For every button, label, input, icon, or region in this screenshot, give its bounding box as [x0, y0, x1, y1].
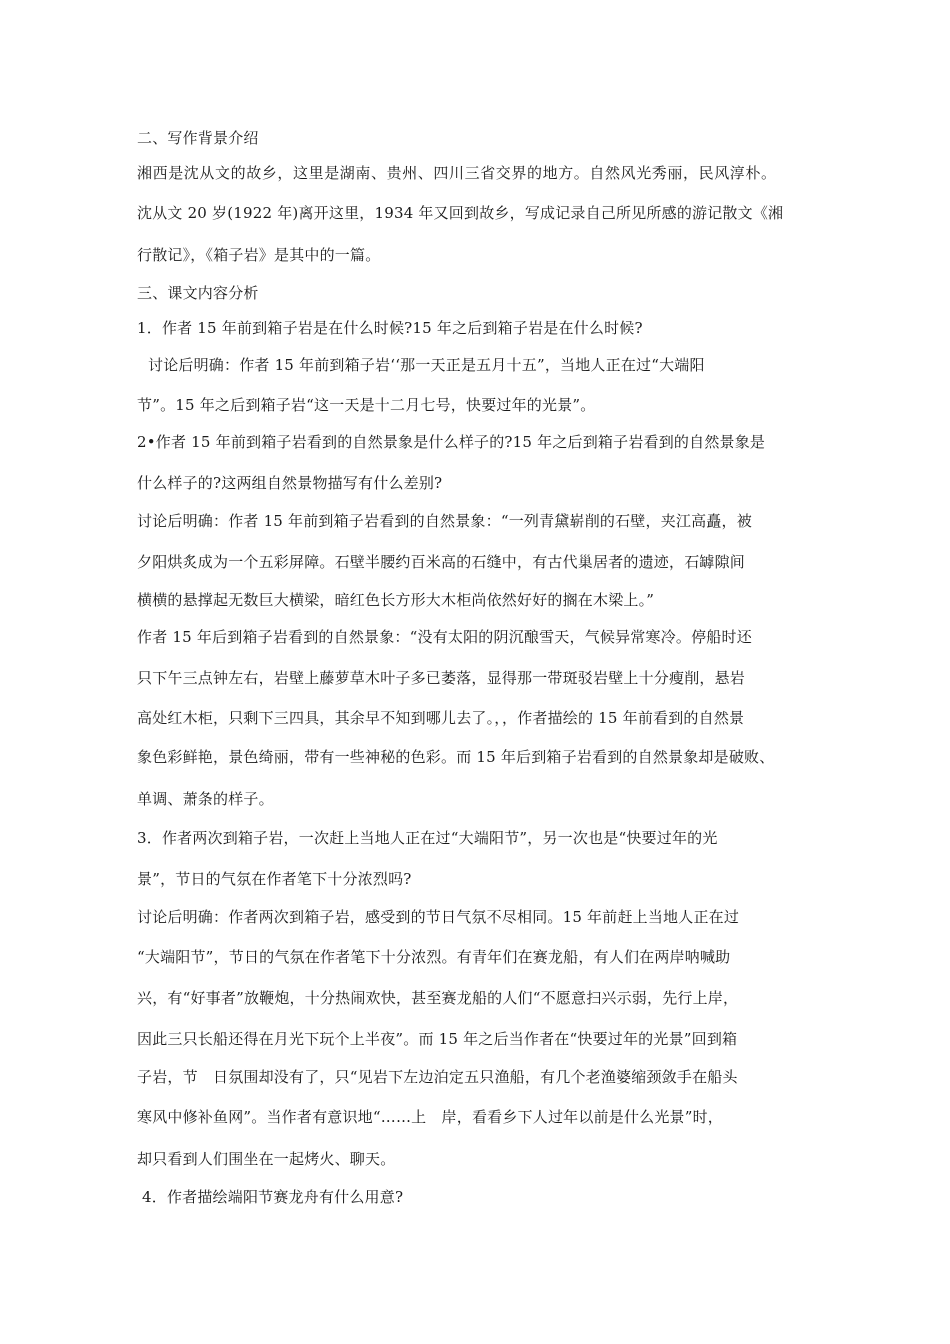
answer-line: 子岩，节 日氛围却没有了，只“见岩下左边泊定五只渔船，有几个老渔婆缩颈敛手在船头 — [137, 1068, 738, 1086]
answer-line: 只下午三点钟左右，岩壁上藤萝草木叶子多已萎落，显得那一带斑驳岩壁上十分瘦削，悬岩 — [137, 669, 746, 687]
answer-line: 横横的悬撑起无数巨大横梁，暗红色长方形大木柜尚依然好好的搁在木梁上。” — [137, 591, 655, 609]
answer-line: 夕阳烘炙成为一个五彩屏障。石壁半腰约百米高的石缝中，有古代巢居者的遗迹，石罅隙间 — [137, 553, 746, 571]
answer-line: 象色彩鲜艳，景色绮丽，带有一些神秘的色彩。而 15 年后到箱子岩看到的自然景象却是破败、 — [137, 748, 775, 766]
answer-line: 讨论后明确：作者 15 年前到箱子岩‘‘那一天正是五月十五”，当地人正在过“大端阳 — [148, 356, 705, 374]
answer-line: 节”。15 年之后到箱子岩“这一天是十二月七号，快要过年的光景”。 — [137, 396, 596, 414]
answer-line: 却只看到人们围坐在一起烤火、聊天。 — [137, 1150, 396, 1168]
paragraph-line: 行散记》，《箱子岩》是其中的一篇。 — [137, 246, 381, 264]
question-3: 3．作者两次到箱子岩，一次赶上当地人正在过“大端阳节”，另一次也是“快要过年的光 — [137, 829, 718, 847]
paragraph-line: 湘西是沈从文的故乡，这里是湖南、贵州、四川三省交界的地方。自然风光秀丽，民风淳朴。 — [137, 164, 777, 182]
question-3-cont: 景”，节日的气氛在作者笔下十分浓烈吗? — [137, 870, 412, 888]
question-2-cont: 什么样子的?这两组自然景物描写有什么差别? — [137, 474, 443, 492]
answer-line: “大端阳节”，节日的气氛在作者笔下十分浓烈。有青年们在赛龙船，有人们在两岸呐喊助 — [137, 948, 731, 966]
answer-line: 兴，有“好事者”放鞭炮，十分热闹欢快，甚至赛龙船的人们“不愿意扫兴示弱，先行上岸， — [137, 989, 739, 1007]
question-4: 4．作者描绘端阳节赛龙舟有什么用意? — [142, 1188, 404, 1206]
answer-line: 讨论后明确：作者 15 年前到箱子岩看到的自然景象：“一列青黛崭削的石壁，夹江高矗，被 — [137, 512, 752, 530]
answer-line: 因此三只长船还得在月光下玩个上半夜”。而 15 年之后当作者在“快要过年的光景”回到箱 — [137, 1030, 738, 1048]
question-1: 1．作者 15 年前到箱子岩是在什么时候?15 年之后到箱子岩是在什么时候? — [137, 319, 643, 337]
section-heading-analysis: 三、课文内容分析 — [137, 284, 259, 302]
paragraph-line: 沈从文 20 岁(1922 年)离开这里，1934 年又回到故乡，写成记录自己所见所感的游记散文《湘 — [137, 204, 784, 222]
section-heading-background: 二、写作背景介绍 — [137, 129, 259, 147]
question-2: 2•作者 15 年前到箱子岩看到的自然景象是什么样子的?15 年之后到箱子岩看到的自然景象是 — [137, 433, 766, 451]
answer-line: 作者 15 年后到箱子岩看到的自然景象：“没有太阳的阴沉酿雪天，气候异常寒冷。停船时还 — [137, 628, 752, 646]
answer-line: 单调、萧条的样子。 — [137, 790, 274, 808]
answer-line: 高处红木柜，只剩下三四具，其余早不知到哪儿去了。，，作者描绘的 15 年前看到的自然景 — [137, 709, 745, 727]
answer-line: 讨论后明确：作者两次到箱子岩，感受到的节日气氛不尽相同。15 年前赶上当地人正在过 — [137, 908, 740, 926]
answer-line: 寒风中修补鱼网”。当作者有意识地“……上 岸，看看乡下人过年以前是什么光景”时， — [137, 1108, 724, 1126]
